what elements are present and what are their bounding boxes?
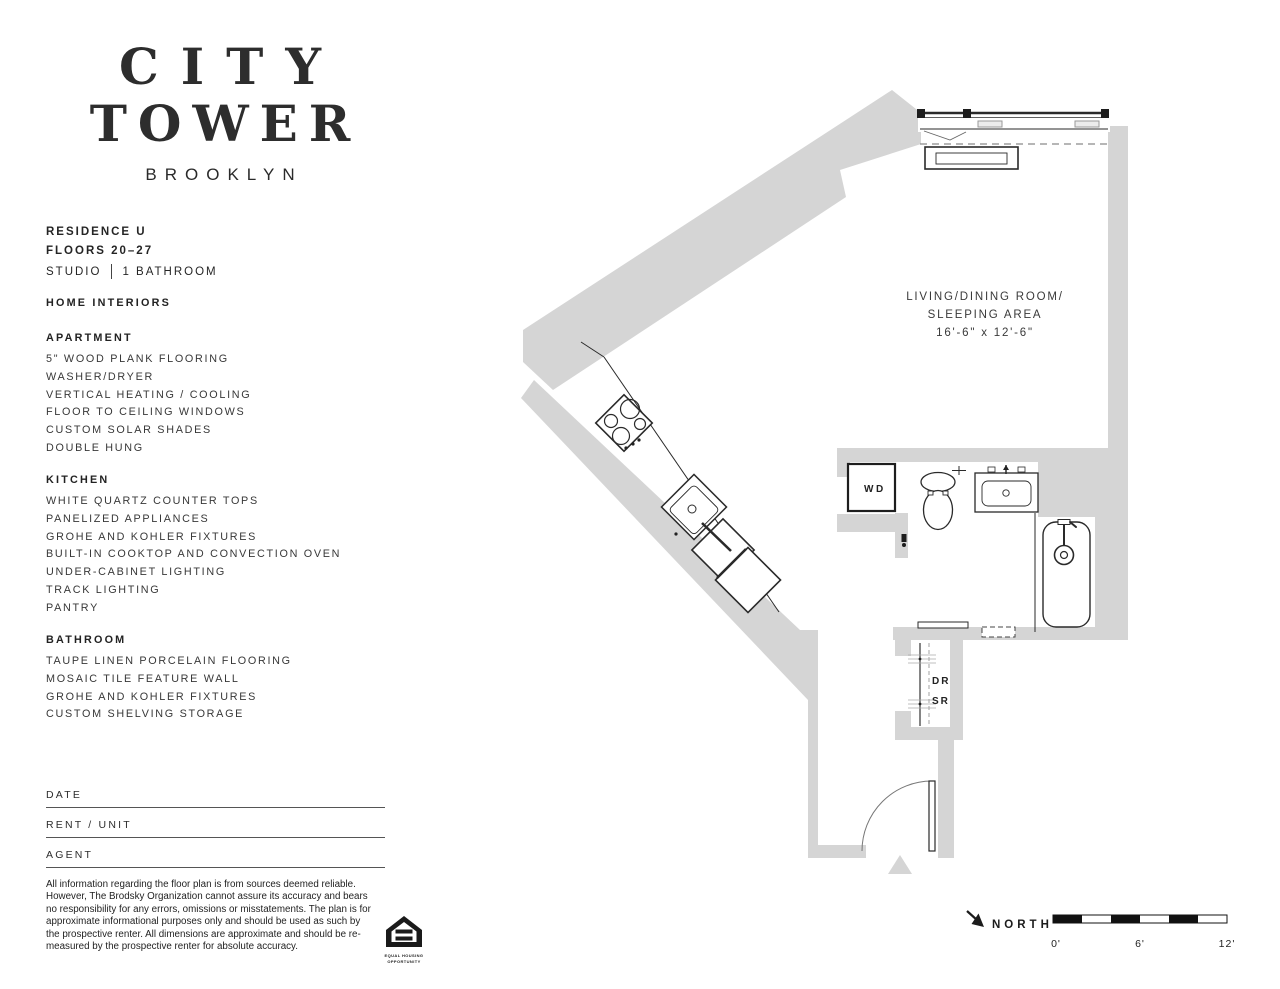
home-interiors-heading: HOME INTERIORS: [46, 297, 171, 309]
equal-housing-text-line2: OPPORTUNITY: [387, 958, 421, 964]
room-label-line2: SLEEPING AREA: [927, 309, 1043, 321]
room-label-line3: 16'-6" x 12'-6": [936, 327, 1034, 339]
divider: [111, 264, 112, 279]
feature-item: PANTRY: [46, 601, 99, 614]
residence-layout-type: STUDIO: [46, 265, 102, 278]
section-home-interiors: [46, 297, 466, 309]
window-post: [1101, 109, 1109, 118]
north-arrow-icon: [967, 911, 984, 927]
feature-item: WASHER/DRYER: [46, 370, 154, 383]
equal-housing-text-line1: EQUAL HOUSING: [384, 953, 424, 958]
section-bathroom: [46, 634, 466, 724]
window-swing-lines: [924, 131, 966, 140]
date-label: DATE: [46, 789, 83, 801]
feature-item: WHITE QUARTZ COUNTER TOPS: [46, 495, 259, 507]
feature-item: PANELIZED APPLIANCES: [46, 512, 210, 525]
window-sash: [1075, 121, 1099, 127]
wall-wd-bottom: [837, 514, 903, 532]
wall-diagonal-upper: [523, 90, 921, 390]
rent-unit-field-row: [46, 819, 385, 838]
entry-door: [862, 781, 935, 851]
window-sash: [978, 121, 1002, 127]
brand-logo: [45, 37, 395, 185]
residence-info: [46, 226, 218, 279]
wall-tub-right: [1095, 517, 1128, 640]
equal-housing-icon: [386, 916, 422, 948]
window-wall: [917, 108, 1110, 144]
residence-layout-bath: 1 BATHROOM: [122, 265, 218, 278]
feature-item: TRACK LIGHTING: [46, 583, 161, 596]
wd-label: WD: [864, 484, 886, 495]
washer-dryer: [848, 464, 895, 511]
feature-item: GROHE AND KOHLER FIXTURES: [46, 530, 258, 543]
room-label: [906, 291, 1064, 339]
window-post: [917, 109, 925, 118]
dr-label: DR: [932, 676, 951, 687]
vanity-sink: [975, 465, 1038, 512]
apartment-feature-list: [46, 351, 466, 458]
brand-tower-line: TOWER: [89, 94, 362, 153]
wall-closet-bottom: [895, 727, 962, 740]
feature-item: CUSTOM SOLAR SHADES: [46, 424, 212, 437]
toilet: [921, 473, 955, 530]
section-kitchen: [46, 474, 466, 618]
north-label: NORTH: [992, 919, 1053, 931]
equal-housing-logo: [384, 916, 424, 964]
kitchen-feature-list: [46, 493, 466, 618]
north-indicator: [967, 911, 1053, 931]
wall-diagonal-kitchen: [521, 380, 866, 858]
rent-unit-label: RENT / UNIT: [46, 819, 132, 831]
door-swing-arc: [862, 781, 932, 851]
disclaimer-text: All information regarding the floor plan is from sources deemed reliable. However, The Brodsky Organization cannot assure its accuracy and bears no responsibility for any errors, omissions or misstatements. The plan is for approximate informational purposes only and should be used as such by the prospective renter. All dimensions are approximate and should be re-measured by the prospective renter for absolute accuracy.: [46, 879, 371, 953]
wall-right: [1108, 126, 1128, 462]
wall-entry-right: [938, 740, 954, 858]
residence-layout: [46, 264, 218, 279]
residence-name: RESIDENCE U: [46, 226, 147, 238]
wall-bath-top: [837, 448, 1128, 462]
scale-tick-12: 12': [1218, 938, 1236, 950]
wall-closet-left-top: [895, 628, 911, 656]
scale-tick-6: 6': [1135, 938, 1145, 950]
feature-item: BUILT-IN COOKTOP AND CONVECTION OVEN: [46, 548, 342, 561]
section-apartment: [46, 332, 466, 458]
bathtub: [1035, 513, 1090, 632]
window-post: [963, 109, 971, 118]
door-leaf: [929, 781, 935, 851]
feature-item: DOUBLE HUNG: [46, 441, 144, 454]
wall-closet-right: [950, 632, 963, 740]
feature-item: MOSAIC TILE FEATURE WALL: [46, 672, 240, 685]
residence-floors: FLOORS 20–27: [46, 245, 154, 257]
floor-plan: [500, 85, 1245, 960]
feature-item: CUSTOM SHELVING STORAGE: [46, 708, 245, 721]
feature-item: FLOOR TO CEILING WINDOWS: [46, 406, 246, 419]
bathroom-heading: BATHROOM: [46, 634, 127, 646]
wall-plumbing-block: [1038, 462, 1128, 517]
convector-unit: [925, 147, 1018, 169]
feature-item: 5" WOOD PLANK FLOORING: [46, 353, 229, 365]
bathroom-feature-list: [46, 653, 466, 724]
feature-item: UNDER-CABINET LIGHTING: [46, 566, 226, 579]
feature-item: TAUPE LINEN PORCELAIN FLOORING: [46, 655, 292, 667]
brand-city-line: CITY: [118, 37, 344, 96]
room-label-line1: LIVING/DINING ROOM/: [906, 291, 1064, 303]
scale-tick-0: 0': [1051, 938, 1061, 950]
apartment-heading: APARTMENT: [46, 332, 133, 344]
feature-item: VERTICAL HEATING / COOLING: [46, 388, 252, 401]
kitchen-heading: KITCHEN: [46, 474, 110, 486]
agent-label: AGENT: [46, 849, 94, 861]
brand-locale: BROOKLYN: [145, 165, 303, 184]
agent-field-row: [46, 849, 385, 868]
pocket-door: [918, 622, 968, 628]
sr-label: SR: [932, 696, 950, 707]
feature-item: GROHE AND KOHLER FIXTURES: [46, 690, 258, 703]
entry-arrow-icon: [888, 855, 912, 874]
scale-bar: [1051, 915, 1235, 950]
date-field-row: [46, 789, 385, 808]
closet-dr-sr: [908, 643, 950, 726]
cooktop: [596, 395, 653, 452]
